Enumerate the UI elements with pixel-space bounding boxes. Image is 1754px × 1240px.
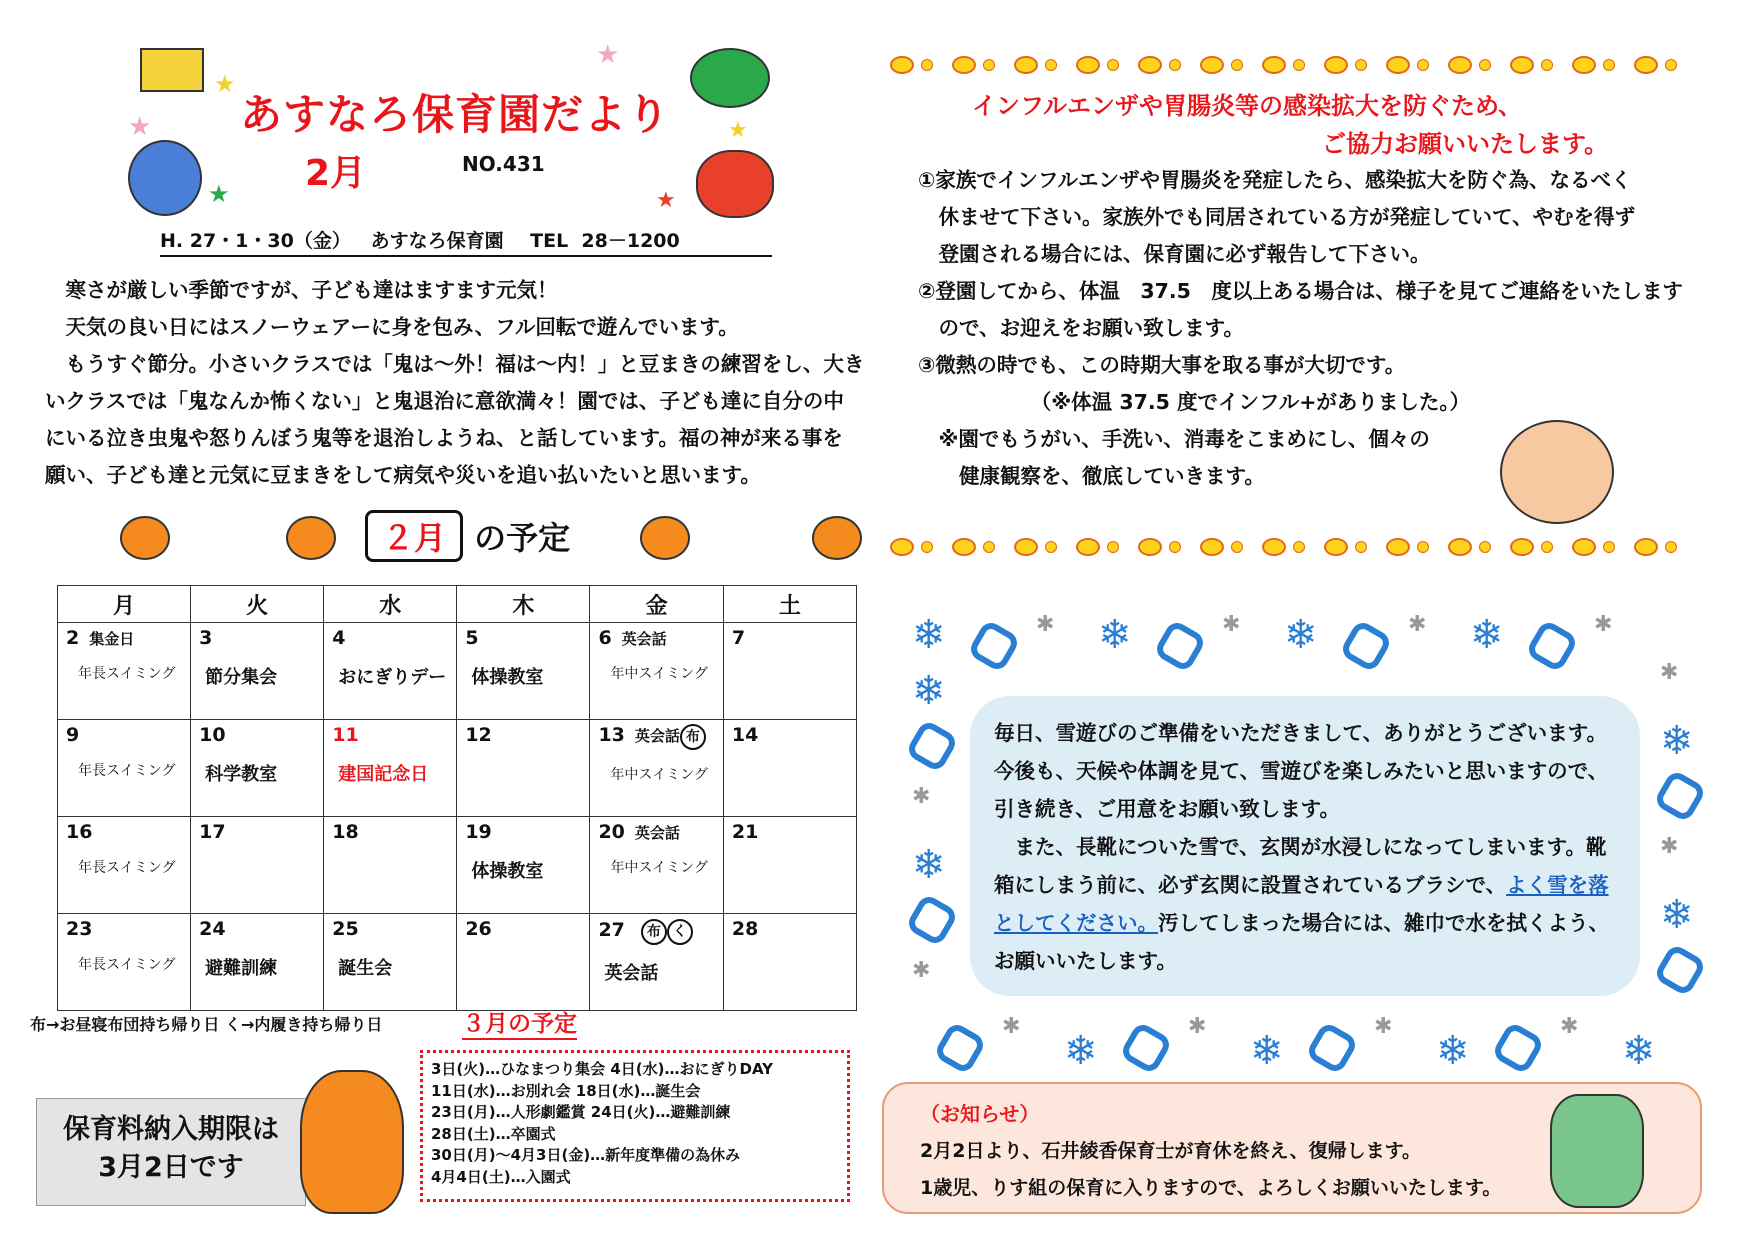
star-icon: ★ [128, 112, 152, 142]
block-icon [140, 48, 204, 92]
dot-icon [1200, 56, 1224, 74]
dot-icon [1541, 59, 1553, 71]
snowflake-icon: ❄ [1436, 1028, 1470, 1074]
asterisk-icon: ✱ [1560, 1014, 1579, 1039]
march-schedule-title: ３月の予定 [462, 1005, 577, 1040]
weekday-header: 土 [723, 586, 856, 623]
asterisk-icon: ✱ [1660, 834, 1679, 859]
hexagon-snowflake-icon [1119, 1021, 1174, 1076]
star-icon: ★ [656, 188, 676, 213]
dot-icon [1541, 541, 1553, 553]
hexagon-snowflake-icon [1653, 769, 1708, 824]
hexagon-snowflake-icon [1653, 943, 1708, 998]
hexagon-snowflake-icon [905, 719, 960, 774]
fee-line: 保育料納入期限は [63, 1114, 279, 1145]
calendar-day: 12 [457, 720, 590, 817]
issue-number: NO.431 [462, 152, 545, 176]
dot-icon [1572, 538, 1596, 556]
march-item: 3日(火)…ひなまつり集会 4日(水)…おにぎりDAY [431, 1060, 774, 1078]
dot-icon [890, 56, 914, 74]
calendar-day: 17 [191, 817, 324, 914]
dot-icon [1479, 541, 1491, 553]
notice-line: 2月2日より、石井綾香保育士が育休を終え、復帰します。 [920, 1140, 1422, 1162]
snow-notice-box [970, 696, 1640, 996]
calendar-day: 16 年長スイミング [58, 817, 191, 914]
march-item: 30日(月)～4月3日(金)…新年度準備の為休み [431, 1146, 741, 1164]
calendar-day: 14 [723, 720, 856, 817]
march-item: 28日(土)…卒園式 [431, 1124, 556, 1143]
asterisk-icon: ✱ [1002, 1014, 1021, 1039]
futon-mark-icon: 布 [641, 919, 667, 945]
teacher-child-illustration-icon [1550, 1094, 1644, 1208]
dot-icon [1572, 56, 1596, 74]
star-icon: ★ [208, 180, 230, 208]
fee-deadline-box [36, 1098, 306, 1206]
indoor-shoes-mark-icon: く [667, 919, 693, 945]
cat-face-icon [640, 516, 690, 560]
dot-icon [1076, 538, 1100, 556]
star-icon: ★ [596, 40, 620, 70]
dot-icon [1076, 56, 1100, 74]
calendar-day: 27 布 く 英会話 [590, 914, 723, 1011]
weekday-header: 水 [324, 586, 457, 623]
calendar-day: 9 年長スイミング [58, 720, 191, 817]
newsletter-month: 2月 [305, 153, 367, 194]
dot-icon [1386, 56, 1410, 74]
calendar-day: 28 [723, 914, 856, 1011]
snowflake-icon: ❄ [1250, 1028, 1284, 1074]
calendar-day: 23 年長スイミング [58, 914, 191, 1011]
dot-icon [1665, 541, 1677, 553]
calendar-week [58, 720, 857, 817]
weekday-header: 月 [58, 586, 191, 623]
weekday-header: 火 [191, 586, 324, 623]
calendar-day: 26 [457, 914, 590, 1011]
dot-icon [1262, 538, 1286, 556]
february-calendar [57, 585, 857, 1011]
calendar-day: 2 集金日 年長スイミング [58, 623, 191, 720]
snowflake-icon: ❄ [1098, 612, 1132, 658]
hexagon-snowflake-icon [1525, 619, 1580, 674]
calendar-day: 5 体操教室 [457, 623, 590, 720]
dot-icon [983, 541, 995, 553]
star-icon: ★ [214, 70, 236, 98]
dot-icon [1634, 56, 1658, 74]
dot-icon [1386, 538, 1410, 556]
snowflake-icon: ❄ [912, 842, 946, 888]
dot-icon [1014, 56, 1038, 74]
dot-icon [1200, 538, 1224, 556]
dot-icon [1231, 59, 1243, 71]
schedule-title: の予定 [474, 519, 571, 557]
asterisk-icon: ✱ [1594, 612, 1613, 637]
schedule-heading [365, 510, 570, 562]
handwashing-child-illustration-icon [1500, 420, 1614, 524]
dot-icon [1324, 538, 1348, 556]
snowflake-icon: ❄ [912, 668, 946, 714]
weekday-header: 金 [590, 586, 723, 623]
march-item: 11日(水)…お別れ会 18日(水)…誕生会 [431, 1081, 701, 1100]
hexagon-snowflake-icon [933, 1021, 988, 1076]
march-item: 23日(月)…人形劇鑑賞 24日(火)…避難訓練 [431, 1103, 731, 1121]
dot-icon [1479, 59, 1491, 71]
asterisk-icon: ✱ [912, 784, 931, 809]
snowflake-icon: ❄ [1660, 892, 1694, 938]
dot-icon [952, 56, 976, 74]
dot-icon [1634, 538, 1658, 556]
infection-heading: インフルエンザや胃腸炎等の感染拡大を防ぐため、 [972, 92, 1523, 120]
asterisk-icon: ✱ [1188, 1014, 1207, 1039]
snowflake-icon: ❄ [1660, 718, 1694, 764]
snowflake-icon: ❄ [1470, 612, 1504, 658]
dot-icon [1448, 538, 1472, 556]
asterisk-icon: ✱ [1222, 612, 1241, 637]
green-oni-icon [690, 48, 770, 108]
asterisk-icon: ✱ [1660, 660, 1679, 685]
calendar-day: 18 [324, 817, 457, 914]
dot-icon [1045, 541, 1057, 553]
dot-icon [1107, 59, 1119, 71]
dot-icon [921, 541, 933, 553]
dot-icon [1262, 56, 1286, 74]
infection-body: ①家族でインフルエンザや胃腸炎を発症したら、感染拡大を防ぐ為、なるべく 休ませて下さい。家族外でも同居されている方が発症していて、やむを得ず 登園される場合には、保育園に必ず報告して下さい。 ②登園してから、体温 37.5 度以上ある場合は、様子を見てご連絡をいたします ので、お迎えをお願い致します。 ③微熱の時でも、この時期大事を取る事が大切です。 （※体温 37.5 度でインフル+がありました。） ※園でもうがい、手洗い、消毒をこまめにし、個々の 健康観察を、徹底していきます。 [918, 168, 1683, 488]
cat-face-icon [812, 516, 862, 560]
dot-icon [952, 538, 976, 556]
snow-paragraph: 毎日、雪遊びのご準備をいただきまして、ありがとうございます。今後も、天候や体調を見て、雪遊びを楽しみたいと思いますので、引き続き、ご用意をお願い致します。 [994, 721, 1609, 821]
dot-icon [1293, 541, 1305, 553]
dot-icon [1169, 541, 1181, 553]
calendar-day: 25 誕生会 [324, 914, 457, 1011]
child-oni-illustration-icon [300, 1070, 404, 1214]
dot-icon [1324, 56, 1348, 74]
asterisk-icon: ✱ [1036, 612, 1055, 637]
blue-oni-icon [128, 140, 202, 216]
futon-mark-icon: 布 [680, 724, 706, 750]
march-schedule-box [420, 1050, 850, 1202]
dot-icon [1355, 541, 1367, 553]
dot-icon [1448, 56, 1472, 74]
snow-paragraph: また、長靴についた雪で、玄関が水浸しになってしまいます。靴箱にしまう前に、必ず玄関に設置されているブラシで、よく雪を落としてください。汚してしまった場合には、雑巾で水を拭くよう、お願いいたします。 [994, 835, 1609, 973]
hexagon-snowflake-icon [967, 619, 1022, 674]
asterisk-icon: ✱ [1408, 612, 1427, 637]
fee-line: 3月2日です [98, 1152, 244, 1183]
intro-text: 寒さが厳しい季節ですが、子ども達はますます元気！ 天気の良い日にはスノーウェアーに身を包み、フル回転で遊んでいます。 もうすぐ節分。小さいクラスでは「鬼は～外！福は～内！」と豆まきの練習をし、大き いクラスでは「鬼なんか怖くない」と鬼退治に意欲満々！園では、子ども達に自分の中 にいる泣き虫鬼や怒りんぼう鬼等を退治しようね、と話しています。福の神が来る事を 願い、子ども達と元気に豆まきをして病気や災いを追い払いたいと思います。 [45, 278, 865, 487]
asterisk-icon: ✱ [1374, 1014, 1393, 1039]
calendar-day: 4 おにぎりデー [324, 623, 457, 720]
dot-icon [1138, 538, 1162, 556]
infection-heading-2: ご協力お願いいたします。 [1322, 130, 1609, 158]
hexagon-snowflake-icon [905, 893, 960, 948]
calendar-day: 10 科学教室 [191, 720, 324, 817]
notice-title: （お知らせ） [920, 1102, 1040, 1126]
calendar-legend: 布→お昼寝布団持ち帰り日 く→内履き持ち帰り日 [30, 1015, 383, 1034]
snowflake-icon: ❄ [1064, 1028, 1098, 1074]
newsletter-title: あすなろ保育園だより [240, 90, 671, 139]
snowflake-icon: ❄ [912, 612, 946, 658]
calendar-day: 20 英会話 年中スイミング [590, 817, 723, 914]
hexagon-snowflake-icon [1491, 1021, 1546, 1076]
dot-icon [1417, 541, 1429, 553]
hexagon-snowflake-icon [1153, 619, 1208, 674]
dot-icon [921, 59, 933, 71]
calendar-week [58, 623, 857, 720]
star-icon: ★ [728, 118, 748, 143]
snow-emphasis-text: よく雪を落としてください。 [994, 873, 1609, 935]
calendar-day: 24 避難訓練 [191, 914, 324, 1011]
calendar-week [58, 817, 857, 914]
calendar-day: 21 [723, 817, 856, 914]
red-oni-icon [696, 150, 774, 218]
dot-icon [1355, 59, 1367, 71]
dot-icon [1014, 538, 1038, 556]
schedule-month-badge: ２月 [365, 510, 463, 562]
dot-icon [1603, 541, 1615, 553]
dot-icon [1293, 59, 1305, 71]
asterisk-icon: ✱ [912, 958, 931, 983]
calendar-day: 3 節分集会 [191, 623, 324, 720]
dot-icon [983, 59, 995, 71]
dot-icon [1417, 59, 1429, 71]
notice-line: 1歳児、りす組の保育に入りますので、よろしくお願いいたします。 [920, 1177, 1502, 1199]
march-item: 4月4日(土)…入園式 [431, 1167, 571, 1186]
dot-icon [1231, 541, 1243, 553]
dot-icon [1107, 541, 1119, 553]
cat-face-icon [286, 516, 336, 560]
dot-icon [1045, 59, 1057, 71]
calendar-week [58, 914, 857, 1011]
weekday-header: 木 [457, 586, 590, 623]
calendar-day: 7 [723, 623, 856, 720]
dateline: H. 27・1・30（金） あすなろ保育園 TEL 28－1200 [160, 226, 772, 257]
hexagon-snowflake-icon [1339, 619, 1394, 674]
cat-face-icon [120, 516, 170, 560]
dot-icon [890, 538, 914, 556]
calendar-day-holiday: 11 建国記念日 [324, 720, 457, 817]
snowflake-icon: ❄ [1622, 1028, 1656, 1074]
hexagon-snowflake-icon [1305, 1021, 1360, 1076]
calendar-day: 19 体操教室 [457, 817, 590, 914]
dot-icon [1510, 538, 1534, 556]
dot-icon [1169, 59, 1181, 71]
dot-icon [1510, 56, 1534, 74]
calendar-day: 6 英会話 年中スイミング [590, 623, 723, 720]
dot-icon [1665, 59, 1677, 71]
calendar-day: 13 英会話 布 年中スイミング [590, 720, 723, 817]
dot-icon [1603, 59, 1615, 71]
dot-icon [1138, 56, 1162, 74]
snowflake-icon: ❄ [1284, 612, 1318, 658]
